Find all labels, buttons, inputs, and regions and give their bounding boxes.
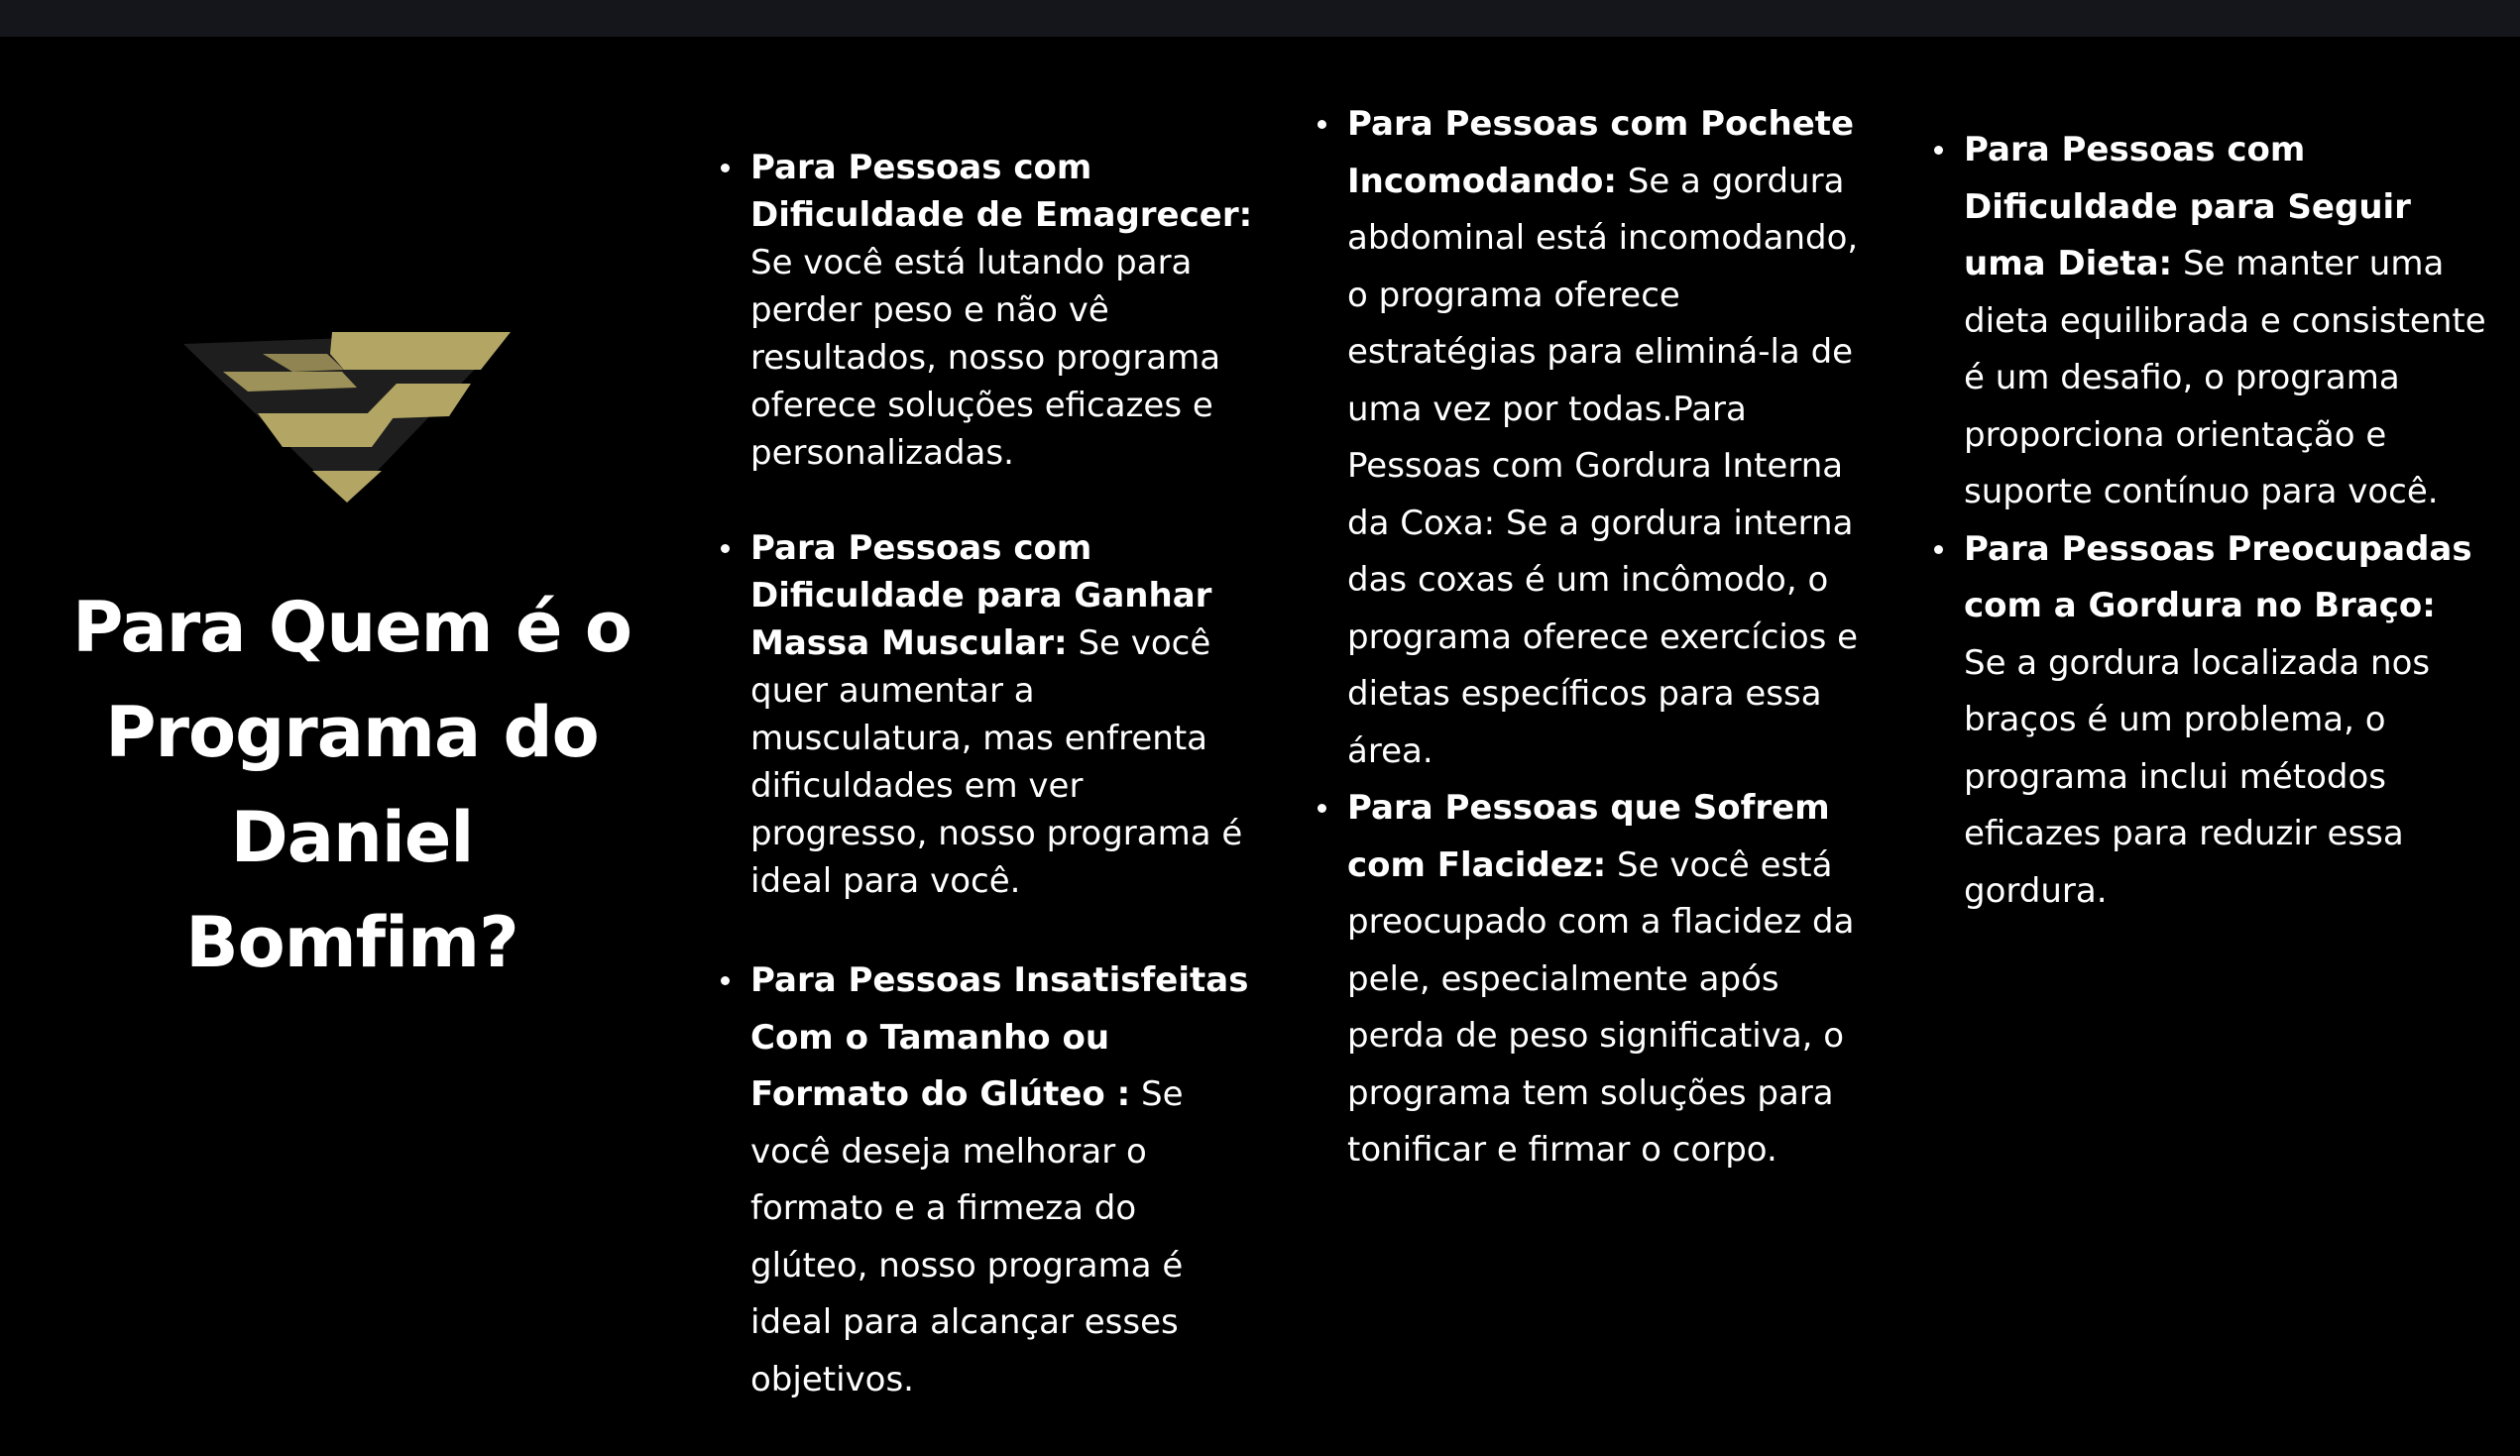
list-item <box>719 524 1259 905</box>
browser-top-bar <box>0 0 2520 37</box>
list-item <box>719 952 1259 1408</box>
list-item-title: Para Pessoas Insatisfeitas Com o Tamanho ou Formato do Glúteo : <box>750 960 1249 1114</box>
inverted-triangle-logo-icon <box>183 332 511 503</box>
list-item-title: Para Pessoas Preocupadas com a Gordura no Braço: <box>1964 528 2472 625</box>
audience-list-col3 <box>1932 122 2487 920</box>
list-item-text: Se a gordura abdominal está incomodando, o programa oferece estratégias para eliminá-la de uma vez por todas.Para Pessoas com Gordura Interna da Coxa: Se a gordura interna das coxas é um incômodo, o programa oferece exercícios e dietas específicos para essa área. <box>1347 161 1859 771</box>
list-item <box>1932 521 2487 921</box>
list-item-title: Para Pessoas com Dificuldade para Ganhar Massa Muscular: <box>750 528 1212 663</box>
audience-list-col2 <box>1316 96 1866 1179</box>
list-item-text: Se você está preocupado com a flacidez da pele, especialmente após perda de peso significativa, o programa tem soluções para tonificar e firmar o corpo. <box>1347 844 1855 1170</box>
list-item <box>1316 780 1866 1179</box>
list-item-title: Para Pessoas que Sofrem com Flacidez: <box>1347 788 1830 885</box>
list-item-text: Se você quer aumentar a musculatura, mas enfrenta dificuldades em ver progresso, nosso programa é ideal para você. <box>750 623 1243 901</box>
list-item-title: Para Pessoas com Pochete Incomodando: <box>1347 104 1855 201</box>
list-item-text: Se você está lutando para perder peso e não vê resultados, nosso programa oferece soluções eficazes e personalizadas. <box>750 243 1221 473</box>
list-item-title: Para Pessoas com Dificuldade para Seguir uma Dieta: <box>1964 130 2411 283</box>
list-item <box>719 144 1259 477</box>
list-item <box>1932 122 2487 521</box>
list-item-text: Se a gordura localizada nos braços é um problema, o programa inclui métodos eficazes para reduzir essa gordura. <box>1964 642 2431 911</box>
page-title: Para Quem é o Programa do Daniel Bomfim? <box>72 587 631 983</box>
list-item <box>1316 96 1866 780</box>
audience-list-col1 <box>719 144 1259 1456</box>
list-item-text: Se você deseja melhorar o formato e a firmeza do glúteo, nosso programa é ideal para alcançar esses objetivos. <box>750 1074 1184 1400</box>
list-item-text: Se manter uma dieta equilibrada e consistente é um desafio, o programa proporciona orientação e suporte contínuo para você. <box>1964 244 2486 511</box>
list-item-title: Para Pessoas com Dificuldade de Emagrecer: <box>750 148 1253 235</box>
